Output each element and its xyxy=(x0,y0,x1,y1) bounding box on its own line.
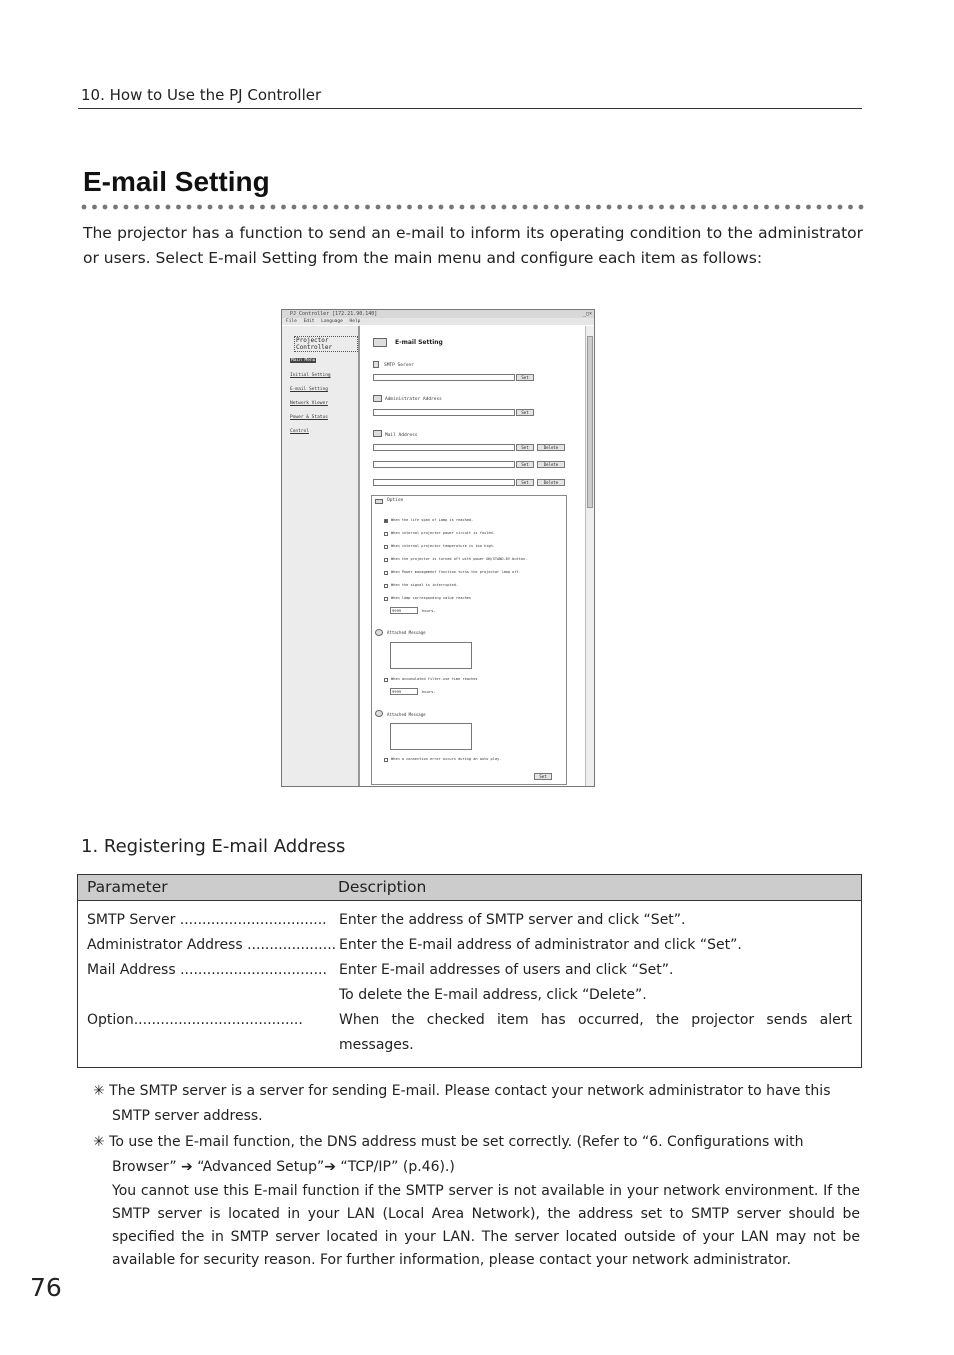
divider-dot xyxy=(187,205,192,210)
dotted-divider xyxy=(80,203,872,211)
nav-network-viewer[interactable]: Network Viewer xyxy=(290,401,328,406)
divider-dot xyxy=(817,205,822,210)
divider-dot xyxy=(250,205,255,210)
divider-dot xyxy=(218,205,223,210)
mail-label: Mail Address xyxy=(385,433,418,438)
scrollbar-thumb[interactable] xyxy=(587,336,593,508)
admin-input[interactable] xyxy=(373,409,515,416)
divider-dot xyxy=(565,205,570,210)
envelope-icon xyxy=(373,338,387,347)
divider-dot xyxy=(733,205,738,210)
option-text-7: When lamp corresponding value reaches xyxy=(391,596,472,600)
option-checkbox-7[interactable] xyxy=(384,597,388,601)
divider-dot xyxy=(544,205,549,210)
option-checkbox-3[interactable] xyxy=(384,545,388,549)
divider-dot xyxy=(743,205,748,210)
divider-dot xyxy=(533,205,538,210)
option-checkbox-4[interactable] xyxy=(384,558,388,562)
menu-file[interactable]: File xyxy=(286,319,297,324)
divider-dot xyxy=(523,205,528,210)
divider-dot xyxy=(659,205,664,210)
header-rule xyxy=(78,108,862,109)
option-set-button[interactable]: Set xyxy=(534,773,552,780)
filter-option-text: When accumulated filter-use time reaches xyxy=(391,677,478,681)
divider-dot xyxy=(796,205,801,210)
divider-dot xyxy=(680,205,685,210)
attached-message-label-1: Attached Message xyxy=(387,630,426,635)
divider-dot xyxy=(208,205,213,210)
divider-dot xyxy=(617,205,622,210)
note-dns xyxy=(93,1130,860,1272)
param-admin: Administrator Address .................... xyxy=(87,937,337,953)
divider-dot xyxy=(428,205,433,210)
divider-dot xyxy=(323,205,328,210)
divider-dot xyxy=(82,205,87,210)
divider-dot xyxy=(838,205,843,210)
divider-dot xyxy=(313,205,318,210)
attached-message-textarea-2[interactable] xyxy=(390,723,472,750)
divider-dot xyxy=(554,205,559,210)
divider-dot xyxy=(701,205,706,210)
menu-bar xyxy=(282,318,594,325)
divider-dot xyxy=(418,205,423,210)
desc-smtp: Enter the address of SMTP server and click “Set”. xyxy=(339,912,686,928)
divider-dot xyxy=(229,205,234,210)
divider-dot xyxy=(470,205,475,210)
option-text-2: When internal projector power circuit is failed. xyxy=(391,531,495,535)
window-buttons[interactable]: _□× xyxy=(582,311,592,317)
param-smtp: SMTP Server ................................. xyxy=(87,912,327,928)
mail-set-button-3[interactable]: Set xyxy=(516,479,534,486)
divider-dot xyxy=(103,205,108,210)
divider-dot xyxy=(764,205,769,210)
note-smtp-line1: ✳ The SMTP server is a server for sending E-mail. Please contact your network administrator to have this xyxy=(93,1083,831,1099)
note-dns-line2: Browser” ➔ “Advanced Setup”➔ “TCP/IP” (p.46).) xyxy=(112,1159,455,1175)
mail-set-button-1[interactable]: Set xyxy=(516,444,534,451)
divider-dot xyxy=(365,205,370,210)
divider-dot xyxy=(596,205,601,210)
divider-dot xyxy=(145,205,150,210)
divider-dot xyxy=(512,205,517,210)
nav-main-menu[interactable]: Main Menu xyxy=(291,358,316,363)
connection-error-text: When a connection error occurs during an auto play. xyxy=(391,757,502,761)
desc-option: When the checked item has occurred, the projector sends alert xyxy=(339,1012,852,1028)
mail-icon xyxy=(373,430,382,437)
option-text-4: When the projector is turned off with power ON/STAND-BY button. xyxy=(391,557,528,561)
option-text-3: When internal projector temperature is too high. xyxy=(391,544,495,548)
param-mail: Mail Address ................................. xyxy=(87,962,327,978)
mail-input-2[interactable] xyxy=(373,461,515,468)
option-text-5: When Power management function turns the projector lamp off. xyxy=(391,570,521,574)
divider-dot xyxy=(481,205,486,210)
divider-dot xyxy=(355,205,360,210)
window-title: PJ Controller [172.21.90.140] xyxy=(290,311,378,317)
mail-delete-button-3[interactable]: Delete xyxy=(537,479,565,486)
admin-icon xyxy=(373,395,382,402)
divider-dot xyxy=(785,205,790,210)
divider-dot xyxy=(407,205,412,210)
content-pane xyxy=(361,326,586,786)
divider-dot xyxy=(460,205,465,210)
vertical-scrollbar[interactable] xyxy=(585,326,594,786)
divider-dot xyxy=(649,205,654,210)
note-smtp xyxy=(93,1079,860,1129)
email-setting-screenshot xyxy=(281,309,595,787)
lamp-hours-input[interactable]: 9999 xyxy=(390,607,418,614)
section-title: 1. Registering E-mail Address xyxy=(81,836,346,857)
divider-dot xyxy=(859,205,864,210)
note-smtp-line2: SMTP server address. xyxy=(112,1108,263,1124)
table-header xyxy=(78,875,861,901)
divider-dot xyxy=(239,205,244,210)
mail-input-3[interactable] xyxy=(373,479,515,486)
divider-dot xyxy=(575,205,580,210)
divider-dot xyxy=(134,205,139,210)
divider-dot xyxy=(586,205,591,210)
option-panel xyxy=(371,495,567,785)
server-icon xyxy=(373,361,379,368)
divider-dot xyxy=(260,205,265,210)
desc-mail: Enter E-mail addresses of users and click “Set”. xyxy=(339,962,674,978)
option-checkbox-5[interactable] xyxy=(384,571,388,575)
lamp-hours-label: hours. xyxy=(422,608,436,613)
divider-dot xyxy=(439,205,444,210)
divider-dot xyxy=(491,205,496,210)
option-checkbox-2[interactable] xyxy=(384,532,388,536)
option-text-6: When the signal is interrupted. xyxy=(391,583,459,587)
menu-language[interactable]: Language xyxy=(321,319,343,324)
filter-hours-label: hours. xyxy=(422,689,436,694)
option-icon xyxy=(375,499,383,504)
divider-dot xyxy=(197,205,202,210)
mail-set-button-2[interactable]: Set xyxy=(516,461,534,468)
divider-dot xyxy=(176,205,181,210)
divider-dot xyxy=(754,205,759,210)
smtp-label: SMTP Server xyxy=(384,363,414,368)
note-dns-paragraph: You cannot use this E-mail function if the SMTP server is not available in your network environment. If the SMTP server is located in your LAN (Local Area Network), the address set to SMTP server should be specified the in SMTP server located in your LAN. The server located outside of your LAN may not be available for security reason. For further information, please contact your network administrator. xyxy=(112,1183,860,1268)
menu-edit[interactable]: Edit xyxy=(303,319,315,324)
divider-dot xyxy=(638,205,643,210)
param-option: Option...................................... xyxy=(87,1012,303,1028)
divider-dot xyxy=(607,205,612,210)
header-parameter: Parameter xyxy=(87,878,168,896)
divider-dot xyxy=(271,205,276,210)
desc-option-cont: messages. xyxy=(339,1037,414,1053)
divider-dot xyxy=(302,205,307,210)
divider-dot xyxy=(124,205,129,210)
nav-initial-setting[interactable]: Initial Setting xyxy=(290,373,331,378)
page-title: E-mail Setting xyxy=(83,166,270,197)
message-icon xyxy=(375,629,383,636)
option-text-1: When the life span of Lamp is reached. xyxy=(391,518,474,522)
divider-dot xyxy=(92,205,97,210)
header-description: Description xyxy=(338,878,427,896)
option-label: Option xyxy=(387,498,404,503)
parameter-table xyxy=(77,874,862,1068)
mail-delete-button-2[interactable]: Delete xyxy=(537,461,565,468)
divider-dot xyxy=(691,205,696,210)
divider-dot xyxy=(292,205,297,210)
attached-message-textarea-1[interactable] xyxy=(390,642,472,669)
divider-dot xyxy=(722,205,727,210)
nav-power-status[interactable]: Power & Status xyxy=(290,415,328,420)
nav-email-setting[interactable]: E-mail Setting xyxy=(290,387,328,392)
divider-dot xyxy=(628,205,633,210)
sidebar xyxy=(282,326,360,786)
attached-message-label-2: Attached Message xyxy=(387,712,426,717)
page-number: 76 xyxy=(30,1273,62,1302)
divider-dot xyxy=(344,205,349,210)
connection-error-checkbox[interactable] xyxy=(384,758,388,762)
controller-logo: Projector Controller xyxy=(294,336,358,352)
admin-set-button[interactable]: Set xyxy=(516,409,534,416)
mail-delete-button-1[interactable]: Delete xyxy=(537,444,565,451)
divider-dot xyxy=(712,205,717,210)
divider-dot xyxy=(848,205,853,210)
divider-dot xyxy=(775,205,780,210)
intro-paragraph: The projector has a function to send an e-mail to inform its operating condition to the administrator or users. Select E-mail Setting from the main menu and configure each item as follows: xyxy=(83,224,863,267)
filter-checkbox[interactable] xyxy=(384,678,388,682)
divider-dot xyxy=(334,205,339,210)
divider-dot xyxy=(113,205,118,210)
desc-mail-delete: To delete the E-mail address, click “Delete”. xyxy=(339,987,647,1003)
divider-dot xyxy=(670,205,675,210)
divider-dot xyxy=(449,205,454,210)
message-icon-2 xyxy=(375,710,383,717)
nav-control[interactable]: Control xyxy=(290,429,309,434)
smtp-input[interactable] xyxy=(373,374,515,381)
divider-dot xyxy=(502,205,507,210)
option-checkbox-1[interactable] xyxy=(384,519,388,523)
divider-dot xyxy=(386,205,391,210)
divider-dot xyxy=(376,205,381,210)
divider-dot xyxy=(155,205,160,210)
screen-title: E-mail Setting xyxy=(395,339,443,346)
divider-dot xyxy=(166,205,171,210)
desc-admin: Enter the E-mail address of administrator and click “Set”. xyxy=(339,937,742,953)
running-header: 10. How to Use the PJ Controller xyxy=(81,86,322,104)
menu-help[interactable]: Help xyxy=(349,319,361,324)
smtp-set-button[interactable]: Set xyxy=(516,374,534,381)
admin-label: Administrator Address xyxy=(385,397,442,402)
filter-hours-input[interactable]: 9999 xyxy=(390,688,418,695)
note-dns-line1: ✳ To use the E-mail function, the DNS address must be set correctly. (Refer to “6. Configurations with xyxy=(93,1134,804,1150)
option-checkbox-6[interactable] xyxy=(384,584,388,588)
divider-dot xyxy=(397,205,402,210)
divider-dot xyxy=(806,205,811,210)
divider-dot xyxy=(281,205,286,210)
mail-input-1[interactable] xyxy=(373,444,515,451)
divider-dot xyxy=(827,205,832,210)
